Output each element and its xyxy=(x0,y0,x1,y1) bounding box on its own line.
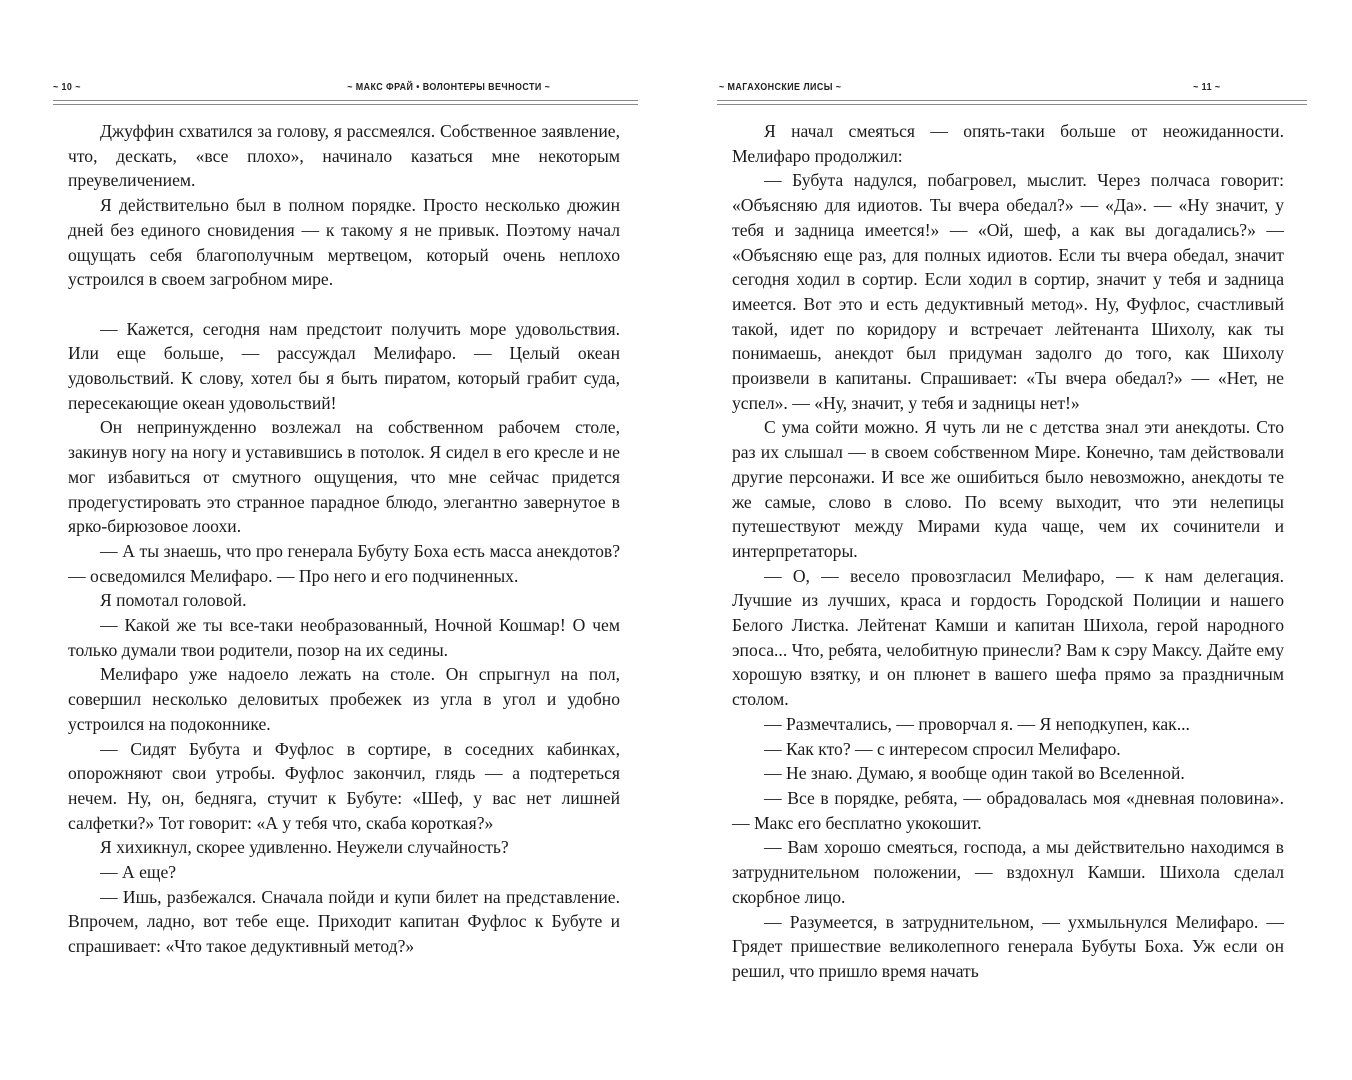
right-page xyxy=(676,0,1352,1080)
paragraph: — Размечтались, — проворчал я. — Я неподкупен, как... xyxy=(764,713,1190,734)
paragraph: — Все в порядке, ребята, — обрадовалась моя «дневная половина». — Макс его бесплатно укокошит. xyxy=(732,787,1284,833)
right-running-head xyxy=(719,78,1221,96)
paragraph: — Кажется, сегодня нам предстоит получить море удовольствия. Или еще больше, — рассуждал Мелифаро. — Целый океан удовольствий. К слову, хотел бы я быть пиратом, который грабит суда, пересекающие океан удовольствий! xyxy=(68,318,620,413)
right-head-title: ~ МАГАХОНСКИЕ ЛИСЫ ~ xyxy=(719,81,842,93)
paragraph: — О, — весело провозгласил Мелифаро, — к нам делегация. Лучшие из лучших, краса и гордость Городской Полиции и нашего Белого Листка. Лейтенат Камши и капитан Шихола, герой народного эпоса... Что, ребята, челобитную принесли? Вам к сэру Максу. Дайте ему хорошую взятку, и он плюнет в вашего шефа прямо за праздничным столом. xyxy=(732,565,1284,710)
left-head-rule xyxy=(53,100,638,105)
left-text-block xyxy=(68,119,620,959)
paragraph: — Ишь, разбежался. Сначала пойди и купи билет на представление. Впрочем, ладно, вот тебе еще. Приходит капитан Фуфлос к Бубуте и спрашивает: «Что такое дедуктивный метод?» xyxy=(68,886,620,957)
right-page-number: ~ 11 ~ xyxy=(1193,81,1221,93)
paragraph: Я хихикнул, скорее удивленно. Неужели случайность? xyxy=(100,837,509,858)
right-text-block xyxy=(732,119,1284,984)
paragraph: Я помотал головой. xyxy=(100,590,247,611)
paragraph: Он непринужденно возлежал на собственном рабочем столе, закинув ногу на ногу и уставившись в потолок. Я сидел в его кресле и не мог избавиться от смутного ощущения, что мне сейчас придется продегустировать это странное парадное блюдо, элегантно завернутое в ярко-бирюзовое лоохи. xyxy=(68,417,620,537)
paragraph: — А еще? xyxy=(100,862,177,883)
paragraph: — А ты знаешь, что про генерала Бубуту Боха есть масса анекдотов? — осведомился Мелифаро. — Про него и его подчиненных. xyxy=(68,540,620,586)
paragraph: — Сидят Бубута и Фуфлос в сортире, в соседних кабинках, опорожняют свои утробы. Фуфлос закончил, глядь — а подтереться нечем. Ну, он, бедняга, стучит к Бубуте: «Шеф, у вас нет лишней салфетки?» Тот говорит: «А у тебя что, скаба короткая?» xyxy=(68,738,620,833)
paragraph: — Бубута надулся, побагровел, мыслит. Через полчаса говорит: «Объясняю для идиотов. Ты вчера обедал?» — «Да». — «Ну значит, у тебя и задница имеется!» — «Ой, шеф, а как вы догадались?» — «Объясняю еще раз, для полных идиотов. Если ты вчера обедал, значит сегодня ходил в сортир. Если ходил в сортир, значит у тебя и задница имеется. Вот это и есть дедуктивный метод». Ну, Фуфлос, счастливый такой, идет по коридору и встречает лейтенанта Шихолу, как ты понимаешь, анекдот был придуман задолго до того, как Шихолу произвели в капитаны. Спрашивает: «Ты вчера обедал?» — «Нет, не успел». — «Ну, значит, у тебя и задницы нет!» xyxy=(732,170,1284,413)
paragraph: — Не знаю. Думаю, я вообще один такой во Вселенной. xyxy=(764,763,1185,784)
left-head-title: ~ МАКС ФРАЙ • ВОЛОНТЕРЫ ВЕЧНОСТИ ~ xyxy=(347,81,551,93)
left-page-number: ~ 10 ~ xyxy=(53,81,81,93)
section-break xyxy=(68,292,620,317)
paragraph: С ума сойти можно. Я чуть ли не с детства знал эти анекдоты. Сто раз их слышал — в своем собственном Мире. Конечно, там действовали другие персонажи. И все же ошибиться было невозможно, анекдоты те же самые, слово в слово. По всему выходит, что эти нелепицы путешествуют между Мирами куда чаще, чем их сочинители и интерпретаторы. xyxy=(732,417,1284,561)
paragraph: Мелифаро уже надоело лежать на столе. Он спрыгнул на пол, совершил несколько деловитых пробежек из угла в угол и удобно устроился на подоконнике. xyxy=(68,664,620,734)
paragraph: Джуффин схватился за голову, я рассмеялся. Собственное заявление, что, дескать, «все плохо», начинало казаться мне некоторым преувеличением. xyxy=(68,121,620,191)
paragraph: — Вам хорошо смеяться, господа, а мы действительно находимся в затруднительном положении, — вздохнул Камши. Шихола сделал скорбное лицо. xyxy=(732,837,1284,907)
left-running-head xyxy=(53,78,550,96)
paragraph: — Как кто? — с интересом спросил Мелифаро. xyxy=(764,738,1121,759)
paragraph: — Разумеется, в затруднительном, — ухмыльнулся Мелифаро. — Грядет пришествие великолепного генерала Бубуты Боха. Уж если он решил, что пришло время начать xyxy=(732,911,1284,981)
paragraph: — Какой же ты все-таки необразованный, Ночной Кошмар! О чем только думали твои родители, позор на их седины. xyxy=(68,615,620,660)
right-head-rule xyxy=(717,100,1307,105)
paragraph: Я действительно был в полном порядке. Просто несколько дюжин дней без единого сновидения — к такому я не привык. Поэтому начал ощущать себя благополучным мертвецом, который очень неплохо устроился в своем загробном мире. xyxy=(68,195,620,290)
paragraph: Я начал смеяться — опять-таки больше от неожиданности. Мелифаро продолжил: xyxy=(732,121,1284,166)
